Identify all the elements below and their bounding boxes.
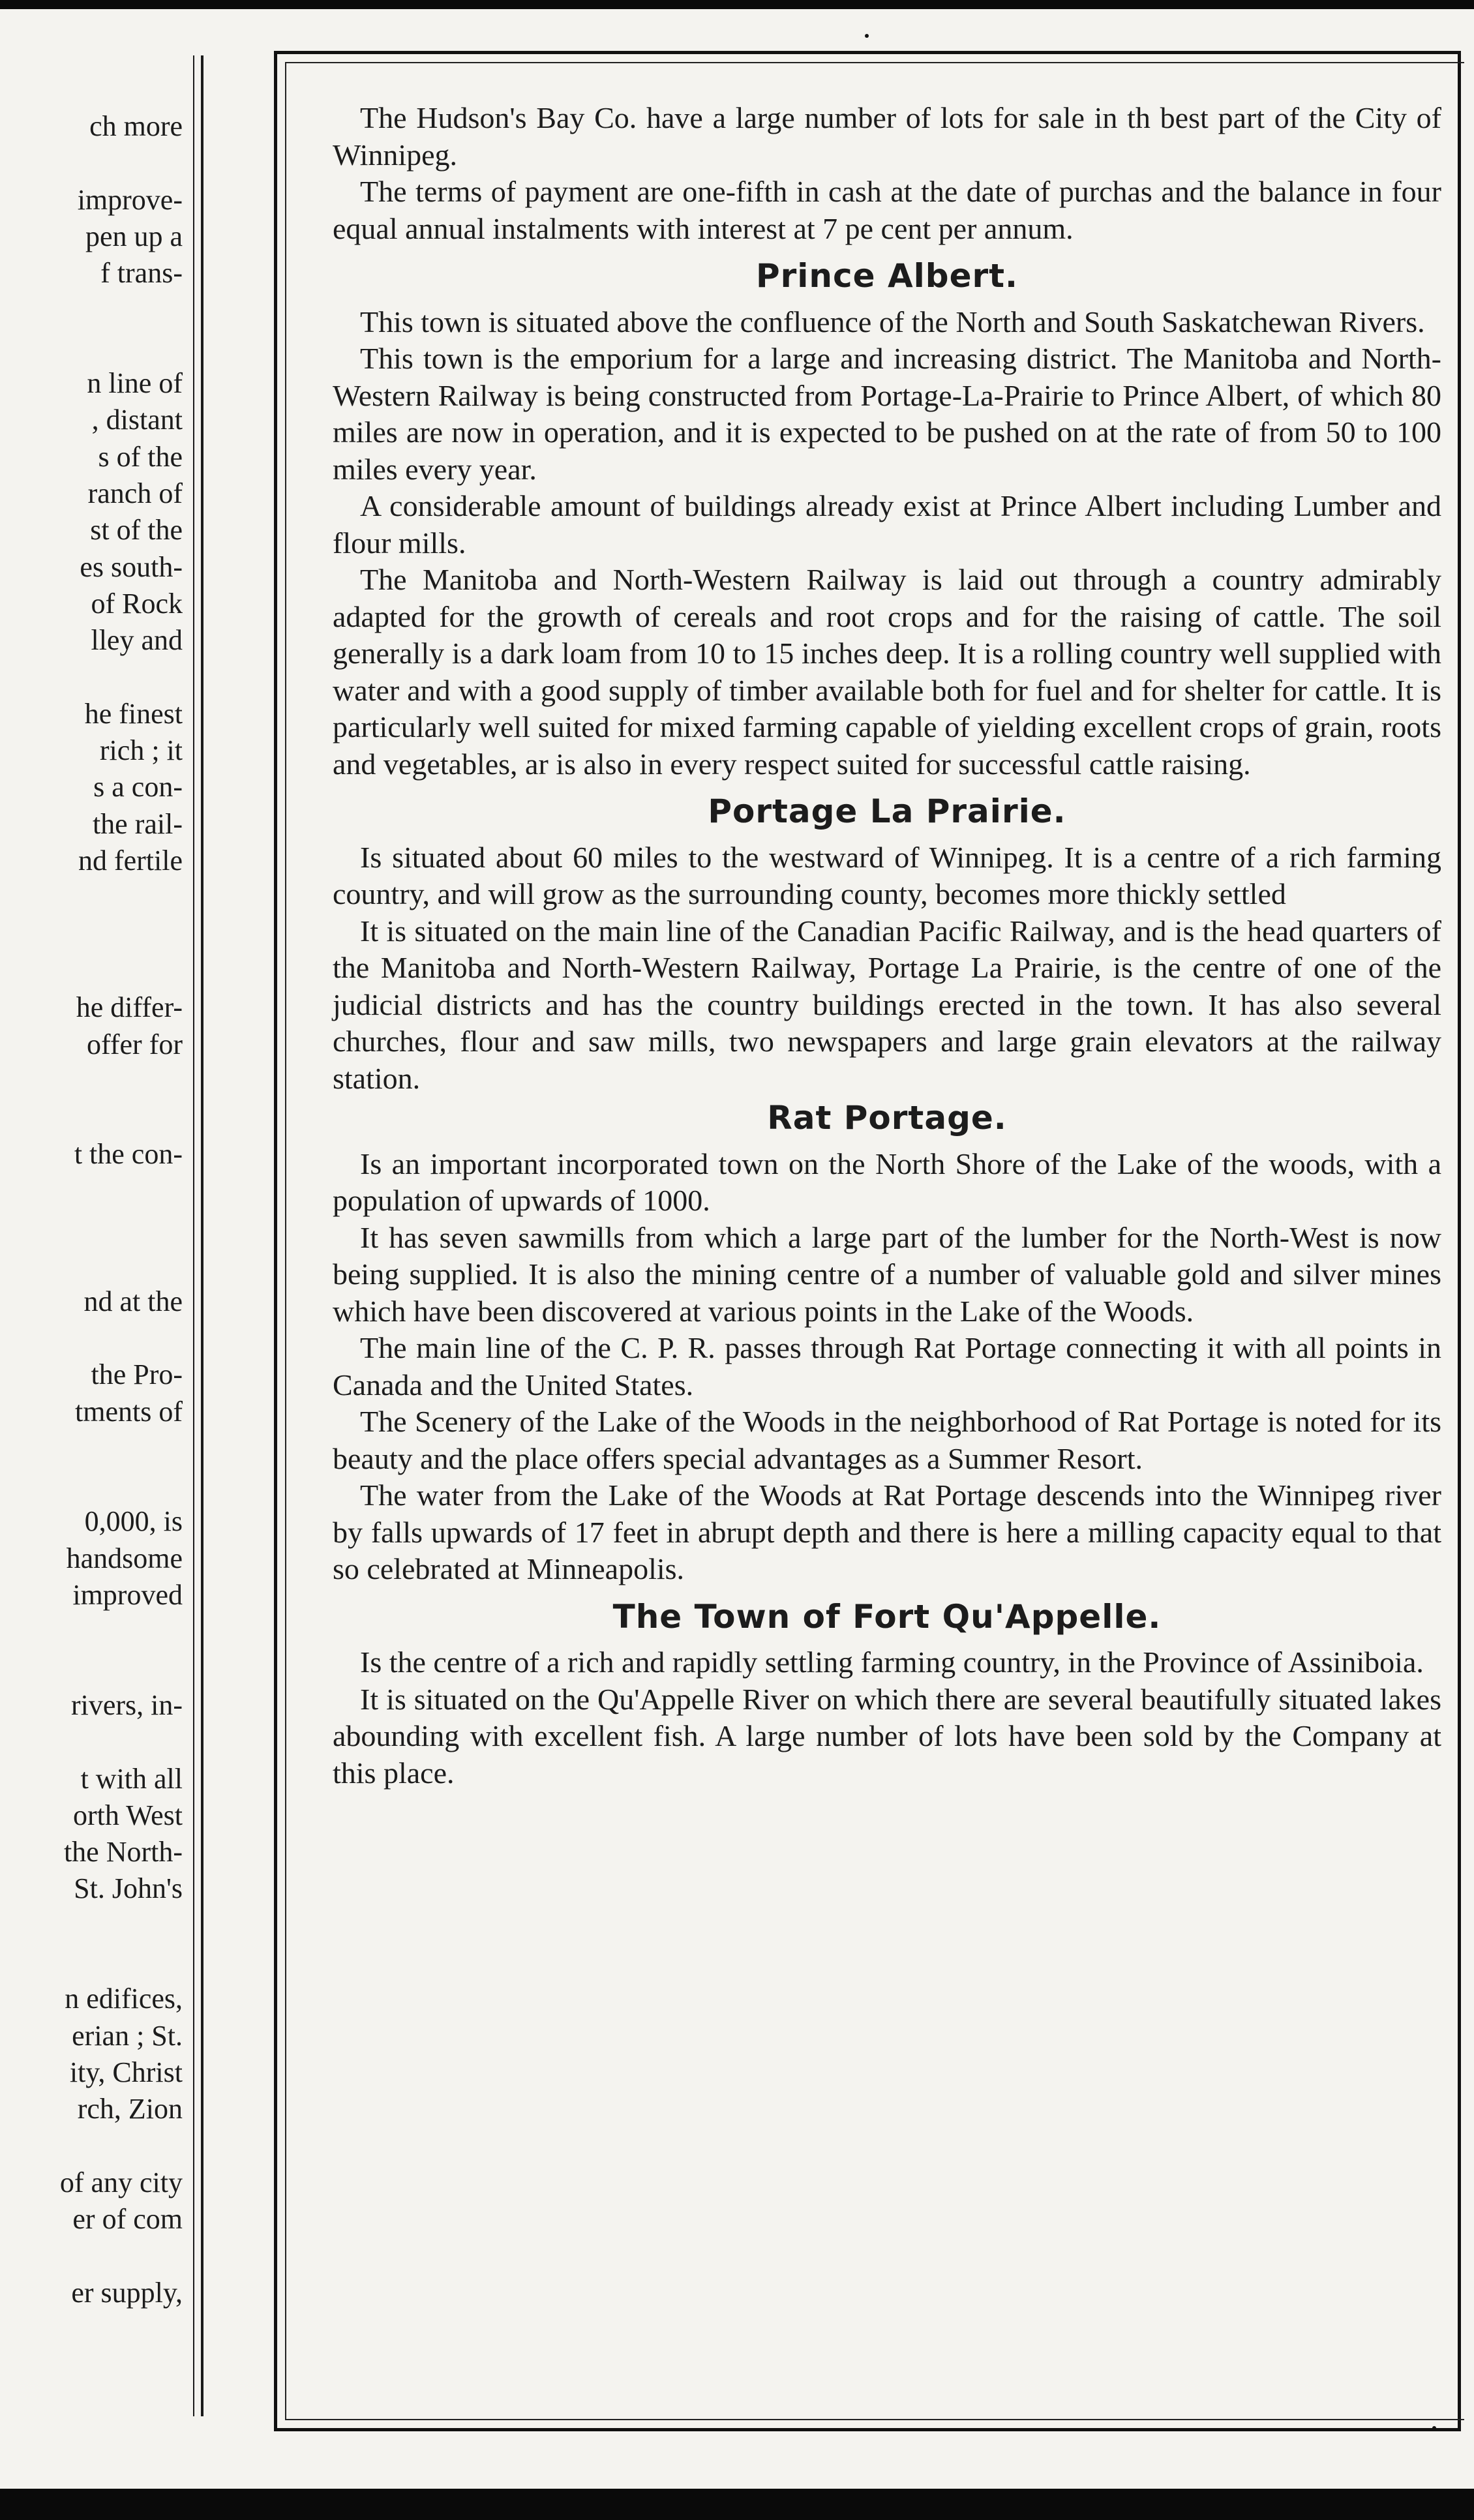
scan-top-edge [0,0,1474,9]
left-column-line: lley and [91,624,183,657]
left-column-line: rivers, in- [70,1688,183,1721]
left-column-line: erian ; St. [72,2019,183,2052]
portage-paragraph-1: Is situated about 60 miles to the westward of Winnipeg. It is a centre of a rich farming country, and will grow as the surrounding county, becomes more thickly settled [333,840,1441,910]
left-column-line: nd fertile [78,845,183,877]
heading-rat-portage: Rat Portage. [767,1099,1007,1137]
rat-portage-paragraph-1: Is an important incorporated town on the North Shore of the Lake of the woods, with a population of upwards of 1000. [333,1147,1441,1217]
left-column-line: the North- [63,1836,183,1868]
scan-speck [865,34,869,38]
left-column-line: rich ; it [99,734,183,767]
rat-portage-paragraph-5: The water from the Lake of the Woods at Rat Portage descends into the Winnipeg river by falls upwards of 17 feet in abrupt depth and there is here a milling capacity equal to that so celebrated at Minneapolis. [333,1478,1441,1585]
left-column-line: s of the [98,440,183,473]
prince-albert-paragraph-3: A considerable amount of buildings already exist at Prince Albert including Lumber and flour mills. [333,489,1441,560]
left-column-line: nd at the [83,1285,183,1317]
prince-albert-paragraph-2: This town is the emporium for a large and increasing district. The Manitoba and North-Western Railway is being constructed from Portage-La-Prairie to Prince Albert, of which 80 miles are now in operation, and it is expected to be pushed on at the rate of from 50 to 100 miles every year. [333,342,1441,486]
left-column-line: St. John's [74,1872,183,1905]
left-column-line: ranch of [87,477,183,509]
rat-portage-paragraph-4: The Scenery of the Lake of the Woods in the neighborhood of Rat Portage is noted for its beauty and the place offers special advantages as a Summer Resort. [333,1405,1441,1475]
left-column-line: offer for [87,1028,183,1060]
left-column-line: 0,000, is [84,1505,183,1538]
left-column-line: the rail- [92,807,183,840]
portage-paragraph-2: It is situated on the main line of the Canadian Pacific Railway, and is the head quarters of the Manitoba and North-Western Railway, Portage La Prairie, is the centre of one of the judicial districts and has the country buildings erected in the town. It has also several churches, flour and saw mills, two newspapers and large grain elevators at the railway station. [333,914,1441,1095]
left-column-line: es south- [80,550,183,583]
left-column-line: n line of [87,367,183,400]
left-column-line: f trans- [100,257,183,290]
rat-portage-paragraph-2: It has seven sawmills from which a large part of the lumber for the North-West is now being supplied. It is also the mining centre of a number of valuable gold and silver mines which have been discovered at various points in the Lake of the Woods. [333,1220,1441,1328]
left-column-line: t with all [80,1762,183,1795]
left-column-line: er of com [72,2203,183,2236]
left-column-line: s a con- [93,771,183,803]
article-content [333,100,1441,1792]
fort-quappelle-paragraph-1: Is the centre of a rich and rapidly settling farming country, in the Province of Assiniboia. [360,1645,1424,1679]
left-column-line: n edifices, [65,1983,183,2015]
left-column-fragment [0,55,203,2416]
fort-quappelle-paragraph-2: It is situated on the Qu'Appelle River on which there are several beautifully situated lakes abounding with excellent fish. A large number of lots have been sold by the Company at this place. [333,1682,1441,1790]
left-column-line: improve- [77,183,183,216]
left-column-line: of Rock [91,587,183,620]
left-column-line: , distant [91,404,183,436]
prince-albert-paragraph-4: The Manitoba and North-Western Railway is laid out through a country admirably adapted for the growth of cereals and root crops and for the raising of cattle. The soil generally is a dark loam from 10 to 15 inches deep. It is a rolling country well supplied with water and with a good supply of timber available both for fuel and for shelter for cattle. It is particularly well suited for mixed farming capable of yielding excellent crops of grain, roots and vegetables, ar is also in every respect suited for successful cattle raising. [333,563,1441,781]
scan-speck [1432,2426,1436,2430]
heading-fort-quappelle: The Town of Fort Qu'Appelle. [612,1597,1162,1636]
left-column-line: the Pro- [91,1358,183,1391]
left-column-line: st of the [90,514,183,547]
left-column-line: er supply, [71,2276,183,2309]
scan-bottom-edge [0,2489,1474,2520]
left-column-line: orth West [73,1799,183,1831]
left-column-line: rch, Zion [77,2093,183,2125]
heading-portage-la-prairie: Portage La Prairie. [708,792,1066,830]
heading-prince-albert: Prince Albert. [755,257,1019,295]
prince-albert-paragraph-1: This town is situated above the confluence of the North and South Saskatchewan Rivers. [360,305,1425,338]
left-column-line: ity, Christ [69,2056,183,2088]
left-column-line: he finest [84,697,183,730]
intro-paragraph-1: The Hudson's Bay Co. have a large number of lots for sale in th best part of the City of Winnipeg. [333,101,1441,172]
left-column-line: he differ- [76,991,183,1024]
rat-portage-paragraph-3: The main line of the C. P. R. passes through Rat Portage connecting it with all points in Canada and the United States. [333,1331,1441,1402]
left-column-line: tments of [75,1395,183,1428]
left-column-line: improved [72,1579,183,1611]
left-column-line: handsome [66,1542,183,1574]
main-column [274,51,1461,2431]
left-column-line: ch more [89,110,183,142]
left-column-line: t the con- [74,1138,183,1171]
left-column-line: of any city [59,2166,183,2198]
intro-paragraph-2: The terms of payment are one-fifth in cash at the date of purchas and the balance in four equal annual instalments with interest at 7 pe cent per annum. [333,175,1441,245]
left-column-line: pen up a [85,220,183,252]
